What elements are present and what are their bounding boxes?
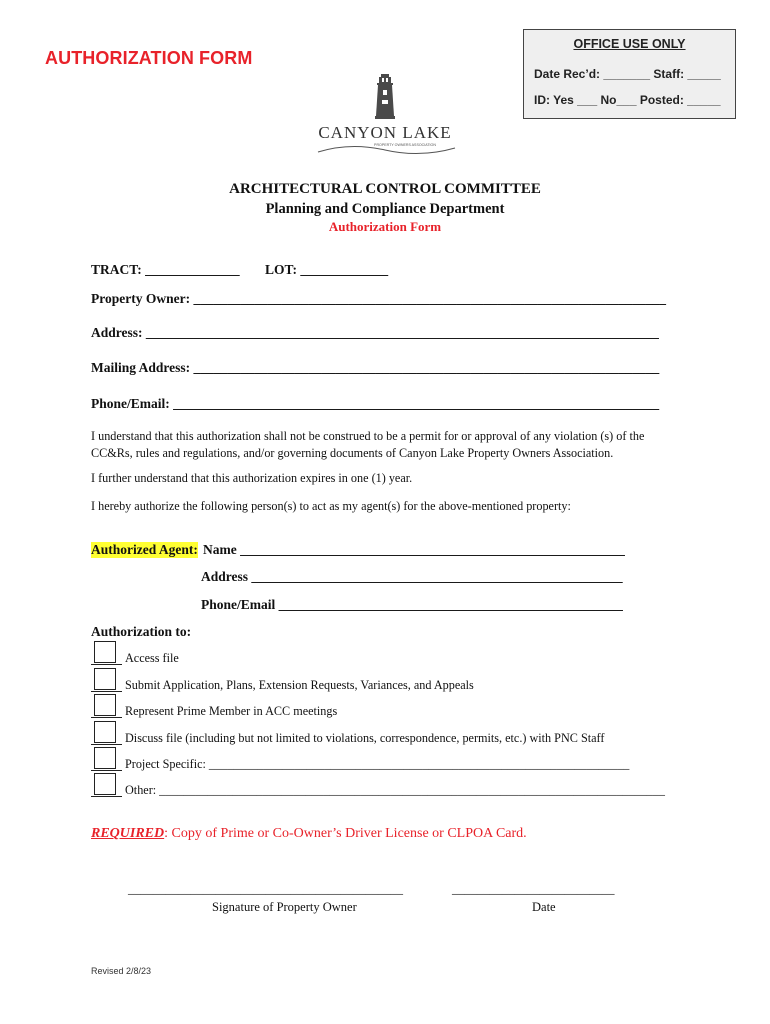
canyon-lake-logo	[310, 72, 460, 164]
required-label: REQUIRED	[91, 826, 165, 841]
option-discuss-file: Discuss file (including but not limited to violations, correspondence, permits, etc.) with PNC Staff	[125, 731, 605, 745]
required-note	[91, 826, 527, 842]
form-subheading: Authorization Form	[328, 219, 442, 234]
project-specific-checkbox[interactable]	[94, 747, 116, 769]
office-use-id-posted: ID: Yes ___ No___ Posted: _____	[534, 93, 721, 107]
understanding-paragraph: I understand that this authorization shall not be construed to be a permit for or approval of any violation (s) of the CC&Rs, rules and regulations, and/or governing documents of Canyon Lake Property Owners Association.	[91, 429, 645, 460]
checkbox-underline	[91, 744, 122, 745]
submit-application-checkbox[interactable]	[94, 668, 116, 690]
lighthouse-icon	[375, 74, 395, 119]
authorize-paragraph: I hereby authorize the following person(s) to act as my agent(s) for the above-mentioned property:	[91, 499, 571, 513]
discuss-file-checkbox[interactable]	[94, 721, 116, 743]
lot-field[interactable]: LOT: _____________	[265, 262, 389, 277]
address-field[interactable]: Address: ____________________________________________________________________________	[91, 325, 659, 340]
date-line[interactable]: __________________________	[452, 882, 615, 896]
department-heading: Planning and Compliance Department	[265, 201, 505, 217]
logo-tagline: PROPERTY OWNERS ASSOCIATION	[374, 143, 436, 147]
tract-field[interactable]: TRACT: ______________	[91, 262, 240, 277]
agent-phone-email-field[interactable]: Phone/Email ___________________________________________________	[201, 597, 623, 612]
checkbox-underline	[91, 664, 122, 665]
expiration-paragraph: I further understand that this authorization expires in one (1) year.	[91, 471, 413, 485]
revised-date: Revised 2/8/23	[91, 966, 152, 976]
option-submit-application: Submit Application, Plans, Extension Requests, Variances, and Appeals	[125, 678, 474, 692]
owner-signature-label: Signature of Property Owner	[212, 900, 357, 914]
option-access-file: Access file	[125, 651, 179, 665]
committee-heading: ARCHITECTURAL CONTROL COMMITTEE	[229, 181, 541, 197]
checkbox-underline	[91, 770, 122, 771]
checkbox-underline	[91, 796, 122, 797]
agent-address-field[interactable]: Address _______________________________________________________	[201, 569, 623, 584]
mailing-address-field[interactable]: Mailing Address: _____________________________________________________________________	[91, 360, 660, 375]
office-use-title: OFFICE USE ONLY	[573, 37, 686, 51]
authorization-to-heading: Authorization to:	[91, 624, 192, 639]
option-project-specific[interactable]: Project Specific: _____________________________________________________________________	[125, 757, 630, 771]
checkbox-underline	[91, 717, 122, 718]
logo-name: CANYON LAKE	[318, 123, 452, 142]
office-use-date-staff: Date Rec’d: _______ Staff: _____	[534, 67, 721, 81]
represent-member-checkbox[interactable]	[94, 694, 116, 716]
required-text: : Copy of Prime or Co-Owner’s Driver License or CLPOA Card.	[164, 826, 527, 841]
form-title: AUTHORIZATION FORM	[45, 48, 253, 68]
owner-signature-line[interactable]: ____________________________________________	[128, 882, 403, 896]
checkbox-underline	[91, 691, 122, 692]
office-use-box	[523, 29, 736, 119]
phone-email-field[interactable]: Phone/Email: ________________________________________________________________________	[91, 396, 660, 411]
access-file-checkbox[interactable]	[94, 641, 116, 663]
option-represent-member: Represent Prime Member in ACC meetings	[125, 704, 338, 718]
option-other[interactable]: Other: ___________________________________________________________________________________	[125, 783, 665, 797]
property-owner-field[interactable]: Property Owner: ______________________________________________________________________	[91, 291, 666, 306]
other-checkbox[interactable]	[94, 773, 116, 795]
agent-name-field[interactable]: Name _________________________________________________________	[203, 542, 625, 557]
authorized-agent-label: Authorized Agent:	[91, 542, 198, 557]
date-label: Date	[532, 900, 556, 914]
